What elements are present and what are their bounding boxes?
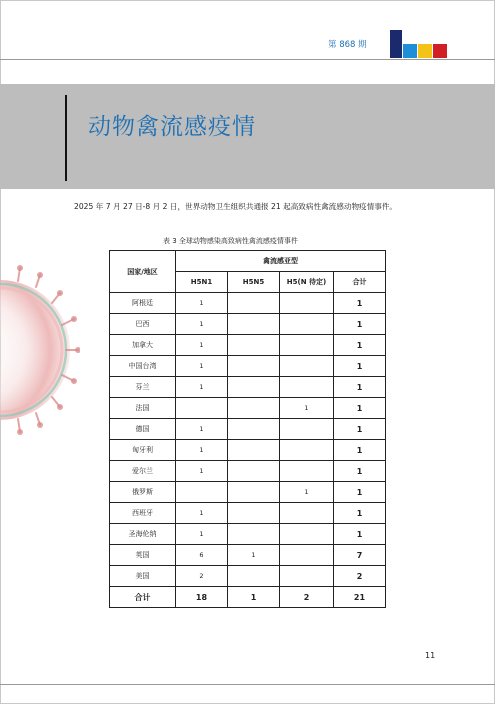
- cell-h5n1: 1: [176, 419, 228, 440]
- table-row: [110, 335, 386, 356]
- cell-h5nx: 1: [280, 398, 334, 419]
- cell-region: 阿根廷: [110, 293, 176, 314]
- cell-h5n5: [228, 377, 280, 398]
- logo-bar-yellow: [418, 44, 432, 58]
- cell-h5n1: 6: [176, 545, 228, 566]
- cell-total: 21: [334, 587, 386, 608]
- table-row: [110, 440, 386, 461]
- cell-total: 1: [334, 314, 386, 335]
- cell-region: 匈牙利: [110, 440, 176, 461]
- cell-h5n1: 1: [176, 440, 228, 461]
- cell-total: 2: [334, 566, 386, 587]
- cell-h5n1: 1: [176, 335, 228, 356]
- cell-h5n1: 18: [176, 587, 228, 608]
- cell-region: 俄罗斯: [110, 482, 176, 503]
- cell-h5n5: [228, 440, 280, 461]
- cell-region: 圣海伦纳: [110, 524, 176, 545]
- cell-region: 德国: [110, 419, 176, 440]
- header-rule: [0, 59, 495, 60]
- cell-total: 1: [334, 482, 386, 503]
- logo-bar-blue: [403, 44, 417, 58]
- cell-h5n5: [228, 335, 280, 356]
- cell-h5n1: [176, 482, 228, 503]
- table-row: [110, 356, 386, 377]
- banner-accent-line: [65, 95, 67, 181]
- cell-h5nx: [280, 440, 334, 461]
- cell-total: 1: [334, 356, 386, 377]
- table-row: [110, 545, 386, 566]
- cell-h5n5: 1: [228, 587, 280, 608]
- cell-h5n5: [228, 398, 280, 419]
- cell-total: 1: [334, 440, 386, 461]
- cell-h5n1: [176, 398, 228, 419]
- table-row: [110, 419, 386, 440]
- issue-number: 第 868 期: [328, 40, 367, 50]
- cell-h5n1: 1: [176, 377, 228, 398]
- table-row: [110, 293, 386, 314]
- cell-region: 法国: [110, 398, 176, 419]
- cell-h5n1: 1: [176, 314, 228, 335]
- column-header-h5n5: H5N5: [228, 272, 280, 293]
- cell-h5nx: [280, 461, 334, 482]
- cell-h5n1: 1: [176, 524, 228, 545]
- column-header-region: 国家/地区: [110, 251, 176, 293]
- logo-bar-red: [433, 44, 447, 58]
- cell-region: 合计: [110, 587, 176, 608]
- table-row: [110, 398, 386, 419]
- cell-h5n1: 1: [176, 356, 228, 377]
- cell-h5n1: 2: [176, 566, 228, 587]
- intro-paragraph: 2025 年 7 月 27 日-8 月 2 日，世界动物卫生组织共通报 21 起高致病性禽流感动物疫情事件。: [74, 202, 398, 211]
- cell-h5nx: [280, 566, 334, 587]
- cell-region: 芬兰: [110, 377, 176, 398]
- cell-h5n5: [228, 356, 280, 377]
- cell-total: 1: [334, 461, 386, 482]
- page-number: 11: [425, 651, 436, 660]
- table-header-row: [110, 251, 386, 272]
- cell-total: 1: [334, 293, 386, 314]
- column-header-h5nx: H5(N 待定): [280, 272, 334, 293]
- table-row: [110, 377, 386, 398]
- cell-h5n5: [228, 293, 280, 314]
- column-header-total: 合计: [334, 272, 386, 293]
- cell-region: 西班牙: [110, 503, 176, 524]
- cell-region: 美国: [110, 566, 176, 587]
- cell-h5nx: [280, 545, 334, 566]
- footer-rule: [0, 684, 495, 685]
- cell-h5nx: [280, 524, 334, 545]
- cell-h5n5: 1: [228, 545, 280, 566]
- cell-h5n5: [228, 419, 280, 440]
- cell-total: 1: [334, 398, 386, 419]
- avian-flu-events-table: [109, 250, 386, 608]
- table-row: [110, 524, 386, 545]
- cell-h5n5: [228, 524, 280, 545]
- cell-h5nx: [280, 503, 334, 524]
- cell-total: 7: [334, 545, 386, 566]
- cell-h5n1: 1: [176, 293, 228, 314]
- table-caption: 表 3 全球动物感染高致病性禽流感疫情事件: [163, 237, 298, 245]
- cell-h5n5: [228, 314, 280, 335]
- column-header-h5n1: H5N1: [176, 272, 228, 293]
- publication-logo: [390, 30, 450, 58]
- column-group-header: 禽流感亚型: [176, 251, 386, 272]
- cell-h5nx: [280, 293, 334, 314]
- cell-region: 爱尔兰: [110, 461, 176, 482]
- cell-total: 1: [334, 377, 386, 398]
- table-row: [110, 314, 386, 335]
- cell-h5n1: 1: [176, 461, 228, 482]
- table-row: [110, 482, 386, 503]
- cell-total: 1: [334, 524, 386, 545]
- cell-region: 加拿大: [110, 335, 176, 356]
- cell-h5n1: 1: [176, 503, 228, 524]
- table-row: [110, 461, 386, 482]
- cell-region: 英国: [110, 545, 176, 566]
- cell-h5nx: 2: [280, 587, 334, 608]
- section-title: 动物禽流感疫情: [88, 114, 256, 140]
- table-total-row: [110, 587, 386, 608]
- cell-h5nx: [280, 335, 334, 356]
- table-row: [110, 503, 386, 524]
- cell-h5nx: [280, 419, 334, 440]
- cell-h5nx: [280, 314, 334, 335]
- cell-region: 巴西: [110, 314, 176, 335]
- cell-h5n5: [228, 461, 280, 482]
- cell-total: 1: [334, 503, 386, 524]
- cell-h5n5: [228, 566, 280, 587]
- cell-total: 1: [334, 335, 386, 356]
- cell-h5nx: [280, 377, 334, 398]
- virus-illustration: [0, 255, 80, 445]
- logo-bar-navy: [390, 30, 402, 58]
- cell-h5nx: 1: [280, 482, 334, 503]
- cell-h5nx: [280, 356, 334, 377]
- cell-total: 1: [334, 419, 386, 440]
- cell-region: 中国台湾: [110, 356, 176, 377]
- table-row: [110, 566, 386, 587]
- cell-h5n5: [228, 503, 280, 524]
- cell-h5n5: [228, 482, 280, 503]
